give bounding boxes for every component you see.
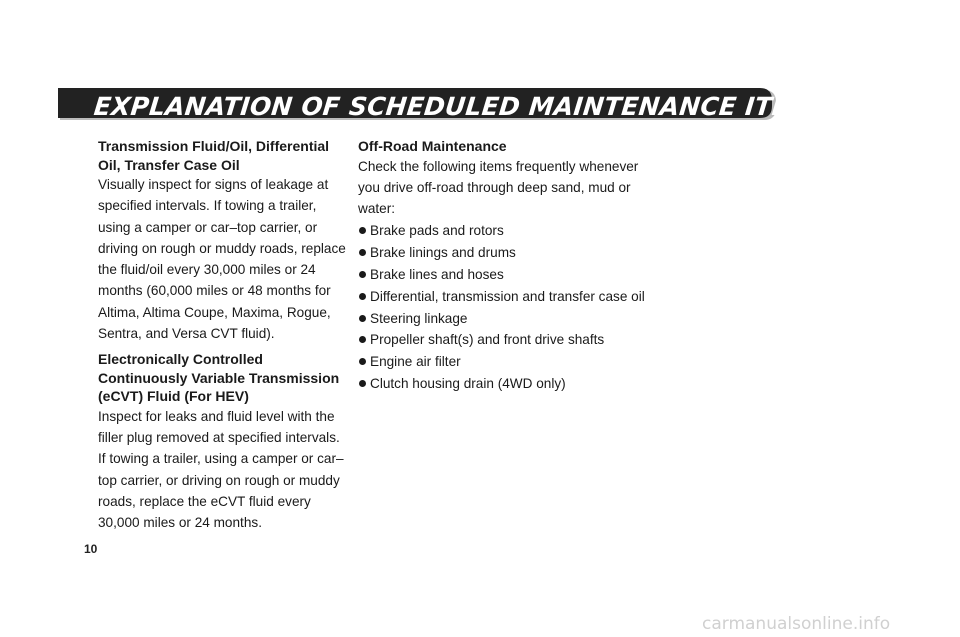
page-number: 10 [84, 542, 98, 556]
bullet-icon [359, 380, 366, 387]
list-item: Engine air filter [358, 351, 658, 372]
list-item: Propeller shaft(s) and front drive shafts [358, 329, 658, 350]
bullet-icon [359, 271, 366, 278]
section-body-transmission-fluid: Visually inspect for signs of leakage at specified intervals. If towing a trailer, using a camper or car–top carrier, or driving on rough or muddy roads, replace the fluid/oil every 30,000 miles or 24 months (60,000 miles or 48 months for Altima, Altima Coupe, Maxima, Rogue, Sentra, and Versa CVT fluid). [98, 177, 346, 342]
bullet-icon [359, 293, 366, 300]
section-heading-transmission-fluid: Transmission Fluid/Oil, Differential Oil, Transfer Case Oil [98, 138, 330, 173]
section-banner [58, 86, 835, 126]
section-heading-off-road: Off-Road Maintenance [358, 138, 507, 154]
bullet-icon [359, 249, 366, 256]
list-item: Brake linings and drums [358, 242, 658, 263]
bullet-icon [359, 358, 366, 365]
list-item: Brake lines and hoses [358, 264, 658, 285]
section-body-ecvt-fluid: Inspect for leaks and fluid level with the filler plug removed at specified intervals. If towing a trailer, using a camper or car–top carrier, or driving on rough or muddy roads, replace the eCVT fluid every 30,000 miles or 24 months. [98, 408, 344, 531]
list-item: Clutch housing drain (4WD only) [358, 373, 658, 394]
watermark: carmanualsonline.info [702, 614, 891, 634]
right-column [358, 137, 658, 395]
off-road-intro: Check the following items frequently whenever you drive off-road through deep sand, mud or water: [358, 158, 639, 217]
list-item: Brake pads and rotors [358, 220, 658, 241]
bullet-icon [359, 227, 366, 234]
left-column [98, 137, 350, 534]
banner-title: EXPLANATION OF SCHEDULED MAINTENANCE ITEMS [92, 92, 835, 121]
bullet-icon [359, 315, 366, 322]
list-item: Differential, transmission and transfer case oil [358, 286, 658, 307]
bullet-icon [359, 336, 366, 343]
off-road-checklist [358, 220, 658, 394]
section-heading-ecvt-fluid: Electronically Controlled Continuously Variable Transmission (eCVT) Fluid (For HEV) [98, 351, 340, 405]
list-item: Steering linkage [358, 308, 658, 329]
